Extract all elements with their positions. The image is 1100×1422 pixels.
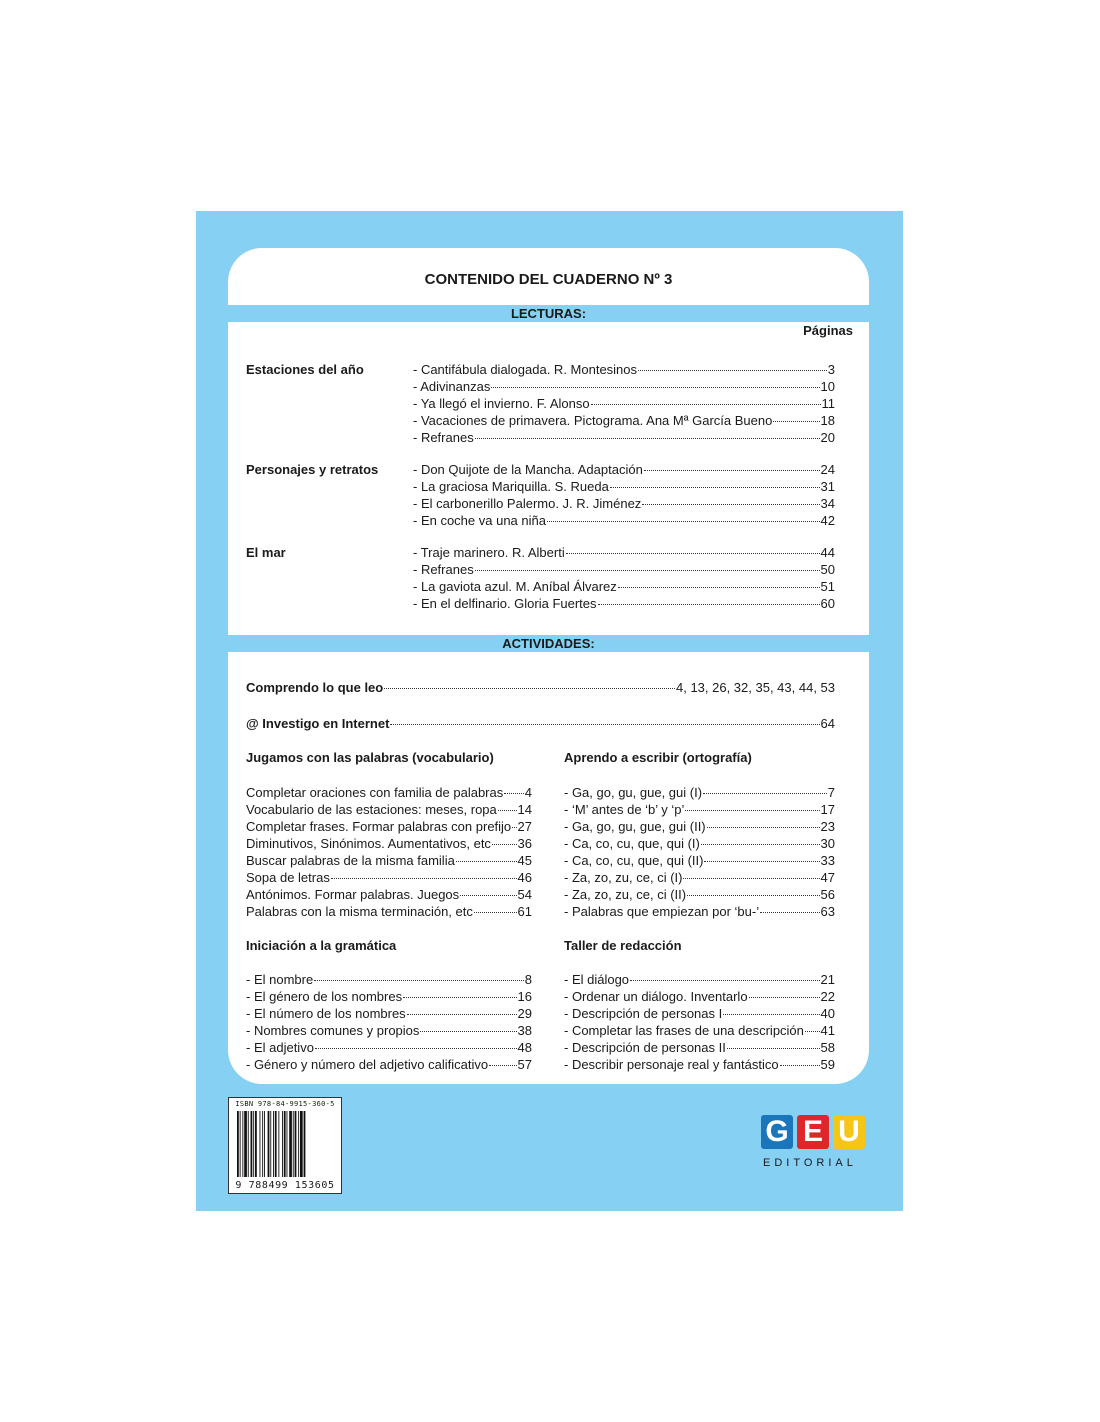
toc-entry-title: Completar oraciones con familia de palabras: [246, 785, 504, 800]
dot-leader: [512, 827, 516, 828]
toc-entry: [564, 886, 835, 903]
cover-back: [196, 211, 903, 1211]
contents-panel: [228, 248, 869, 1084]
toc-entry: [246, 818, 532, 835]
toc-entry-page: 23: [820, 819, 835, 834]
toc-entry-title: - En coche va una niña: [413, 513, 546, 528]
toc-entry-title: - En el delfinario. Gloria Fuertes: [413, 596, 597, 611]
toc-entry: [413, 429, 835, 446]
toc-entry-title: - Ca, co, cu, que, qui (II): [564, 853, 704, 868]
toc-entry-page: 29: [517, 1006, 532, 1021]
geu-editorial-logo: [761, 1115, 871, 1185]
dot-leader: [610, 487, 820, 488]
toc-entry: [564, 818, 835, 835]
lecturas-band: LECTURAS:: [228, 305, 869, 322]
toc-entry-title: Sopa de letras: [246, 870, 330, 885]
dot-leader: [475, 438, 820, 439]
toc-entry-page: 50: [820, 562, 835, 577]
toc-entry-page: 58: [820, 1040, 835, 1055]
toc-entry-page: 59: [820, 1057, 835, 1072]
dot-leader: [474, 912, 517, 913]
toc-entry-page: 21: [820, 972, 835, 987]
toc-entry: [413, 561, 835, 578]
toc-entry-page: 56: [820, 887, 835, 902]
toc-entry-page: 14: [517, 802, 532, 817]
toc-entry-page: 57: [517, 1057, 532, 1072]
dot-leader: [384, 688, 675, 689]
toc-entry: [564, 1022, 835, 1039]
toc-entry-title: Completar frases. Formar palabras con prefijo: [246, 819, 512, 834]
dot-leader: [498, 810, 517, 811]
toc-entry: [246, 1039, 532, 1056]
toc-entry-page: 51: [820, 579, 835, 594]
toc-entry-title: - Za, zo, zu, ce, ci (I): [564, 870, 683, 885]
toc-entry-page: 17: [820, 802, 835, 817]
toc-entry: [564, 835, 835, 852]
toc-entry-title: - Adivinanzas: [413, 379, 491, 394]
toc-entry-title: - Ga, go, gu, gue, gui (II): [564, 819, 706, 834]
toc-entry: [246, 869, 532, 886]
dot-leader: [547, 521, 820, 522]
toc-entry-page: 8: [524, 972, 532, 987]
toc-entry: [246, 886, 532, 903]
toc-entry-title: - Refranes: [413, 430, 474, 445]
toc-entry: [564, 903, 835, 920]
dot-leader: [723, 1014, 819, 1015]
toc-entry: [564, 971, 835, 988]
toc-entry: [246, 715, 835, 732]
toc-entry-page: 30: [820, 836, 835, 851]
toc-entry-page: 7: [827, 785, 835, 800]
dot-leader: [390, 724, 819, 725]
dot-leader: [331, 878, 517, 879]
toc-entry: [413, 378, 835, 395]
dot-leader: [504, 793, 524, 794]
toc-entry-title: - Za, zo, zu, ce, ci (II): [564, 887, 687, 902]
toc-entry: [246, 852, 532, 869]
toc-entry-page: 34: [820, 496, 835, 511]
dot-leader: [407, 1014, 517, 1015]
dot-leader: [683, 878, 819, 879]
toc-entry-title: Comprendo lo que leo: [246, 680, 384, 695]
dot-leader: [420, 1031, 516, 1032]
toc-entry: [413, 544, 835, 561]
dot-leader: [566, 553, 820, 554]
toc-entry: [413, 461, 835, 478]
dot-leader: [456, 861, 517, 862]
toc-entry: [246, 903, 532, 920]
dot-leader: [701, 844, 820, 845]
toc-entry-title: - Descripción de personas II: [564, 1040, 726, 1055]
actividades-band: ACTIVIDADES:: [228, 635, 869, 652]
toc-entry-title: Buscar palabras de la misma familia: [246, 853, 455, 868]
toc-entry: [413, 478, 835, 495]
dot-leader: [644, 470, 820, 471]
dot-leader: [687, 895, 819, 896]
toc-entry-title: - Completar las frases de una descripción: [564, 1023, 804, 1038]
toc-entry-page: 10: [820, 379, 835, 394]
toc-entry-title: - El nombre: [246, 972, 314, 987]
lecturas-group-label: Estaciones del año: [246, 362, 364, 377]
toc-entry-page: 54: [517, 887, 532, 902]
logo-letter-e: E: [797, 1115, 829, 1149]
toc-entry: [564, 852, 835, 869]
dot-leader: [403, 997, 516, 998]
column-heading: Iniciación a la gramática: [246, 938, 397, 953]
toc-entry-page: 24: [820, 462, 835, 477]
toc-entry-page: 40: [820, 1006, 835, 1021]
toc-entry-title: - Ya llegó el invierno. F. Alonso: [413, 396, 590, 411]
dot-leader: [638, 370, 827, 371]
toc-entry-title: - La graciosa Mariquilla. S. Rueda: [413, 479, 609, 494]
toc-entry-title: @ Investigo en Internet: [246, 716, 390, 731]
dot-leader: [314, 980, 524, 981]
toc-entry-page: 31: [820, 479, 835, 494]
lecturas-group-label: El mar: [246, 545, 286, 560]
dot-leader: [642, 504, 819, 505]
toc-entry-page: 46: [517, 870, 532, 885]
toc-entry-page: 48: [517, 1040, 532, 1055]
toc-entry-page: 61: [517, 904, 532, 919]
dot-leader: [489, 1065, 516, 1066]
toc-entry: [246, 835, 532, 852]
dot-leader: [704, 861, 819, 862]
toc-entry-page: 16: [517, 989, 532, 1004]
toc-entry-title: - Traje marinero. R. Alberti: [413, 545, 565, 560]
toc-entry-title: - Ca, co, cu, que, qui (I): [564, 836, 700, 851]
dot-leader: [727, 1048, 820, 1049]
toc-entry-page: 11: [821, 396, 835, 411]
toc-entry-page: 41: [820, 1023, 835, 1038]
toc-entry-page: 64: [820, 716, 835, 731]
dot-leader: [618, 587, 820, 588]
dot-leader: [598, 604, 820, 605]
toc-entry: [413, 595, 835, 612]
toc-entry: [413, 578, 835, 595]
dot-leader: [492, 844, 517, 845]
lecturas-group-label: Personajes y retratos: [246, 462, 379, 477]
toc-entry-title: - Descripción de personas I: [564, 1006, 723, 1021]
toc-entry: [246, 801, 532, 818]
paginas-label: Páginas: [803, 323, 853, 338]
toc-entry-title: - Género y número del adjetivo calificativo: [246, 1057, 489, 1072]
toc-entry: [564, 784, 835, 801]
toc-entry-page: 38: [517, 1023, 532, 1038]
toc-entry-page: 60: [820, 596, 835, 611]
toc-entry: [564, 1056, 835, 1073]
dot-leader: [475, 570, 820, 571]
column-heading: Aprendo a escribir (ortografía): [564, 750, 752, 765]
toc-entry: [246, 1005, 532, 1022]
toc-entry-title: - El número de los nombres: [246, 1006, 406, 1021]
toc-entry-page: 27: [517, 819, 532, 834]
toc-entry: [246, 784, 532, 801]
logo-letter-g: G: [761, 1115, 793, 1149]
toc-entry-page: 4: [524, 785, 532, 800]
toc-entry-page: 18: [820, 413, 835, 428]
toc-entry: [413, 512, 835, 529]
dot-leader: [685, 810, 819, 811]
toc-entry-page: 44: [820, 545, 835, 560]
toc-entry: [564, 801, 835, 818]
toc-entry-page: 45: [517, 853, 532, 868]
column-heading: Taller de redacción: [564, 938, 682, 953]
toc-entry-title: - Palabras que empiezan por ‘bu-’: [564, 904, 760, 919]
toc-entry-title: Antónimos. Formar palabras. Juegos: [246, 887, 460, 902]
toc-entry-page: 42: [820, 513, 835, 528]
toc-entry-title: - El adjetivo: [246, 1040, 314, 1055]
dot-leader: [591, 404, 821, 405]
toc-entry-title: Vocabulario de las estaciones: meses, ropa: [246, 802, 497, 817]
logo-letter-u: U: [833, 1115, 865, 1149]
toc-entry-title: - Describir personaje real y fantástico: [564, 1057, 779, 1072]
dot-leader: [773, 421, 819, 422]
toc-entry-page: 22: [820, 989, 835, 1004]
dot-leader: [315, 1048, 517, 1049]
logo-subtitle: EDITORIAL: [763, 1157, 857, 1169]
toc-entry: [564, 1039, 835, 1056]
toc-entry-title: - Cantifábula dialogada. R. Montesinos: [413, 362, 638, 377]
dot-leader: [460, 895, 516, 896]
toc-entry-title: - La gaviota azul. M. Aníbal Álvarez: [413, 579, 617, 594]
toc-entry: [246, 1022, 532, 1039]
toc-entry-title: Palabras con la misma terminación, etc: [246, 904, 473, 919]
toc-entry: [246, 971, 532, 988]
page-title: CONTENIDO DEL CUADERNO Nº 3: [424, 271, 673, 288]
toc-entry-title: - Refranes: [413, 562, 474, 577]
toc-entry-title: - Vacaciones de primavera. Pictograma. Ana Mª García Bueno: [413, 413, 773, 428]
dot-leader: [491, 387, 819, 388]
toc-entry: [246, 988, 532, 1005]
toc-entry-title: - Nombres comunes y propios: [246, 1023, 420, 1038]
dot-leader: [707, 827, 820, 828]
dot-leader: [805, 1031, 820, 1032]
toc-entry-page: 20: [820, 430, 835, 445]
toc-entry: [564, 988, 835, 1005]
toc-entry: [246, 679, 835, 696]
toc-entry-title: Diminutivos, Sinónimos. Aumentativos, etc: [246, 836, 491, 851]
toc-entry: [413, 495, 835, 512]
toc-entry: [246, 1056, 532, 1073]
dot-leader: [780, 1065, 820, 1066]
dot-leader: [749, 997, 820, 998]
toc-entry: [413, 361, 835, 378]
toc-entry-page: 63: [820, 904, 835, 919]
barcode: [228, 1097, 342, 1194]
toc-entry-page: 3: [827, 362, 835, 377]
toc-entry: [564, 1005, 835, 1022]
toc-entry-title: - ‘M’ antes de ‘b’ y ‘p’: [564, 802, 685, 817]
toc-entry-title: - El carbonerillo Palermo. J. R. Jiménez: [413, 496, 642, 511]
toc-entry: [564, 869, 835, 886]
dot-leader: [760, 912, 819, 913]
isbn-text: ISBN 978-84-9915-360-5: [235, 1100, 335, 1108]
toc-entry-page: 47: [820, 870, 835, 885]
toc-entry-page: 4, 13, 26, 32, 35, 43, 44, 53: [675, 680, 835, 695]
barcode-bars: [235, 1111, 335, 1177]
column-heading: Jugamos con las palabras (vocabulario): [246, 750, 494, 765]
toc-entry-title: - Don Quijote de la Mancha. Adaptación: [413, 462, 643, 477]
toc-entry-title: - El diálogo: [564, 972, 630, 987]
barcode-number: 9 788499 153605: [235, 1180, 335, 1191]
toc-entry-title: - Ga, go, gu, gue, gui (I): [564, 785, 703, 800]
toc-entry-page: 33: [820, 853, 835, 868]
toc-entry-title: - Ordenar un diálogo. Inventarlo: [564, 989, 748, 1004]
toc-entry-page: 36: [517, 836, 532, 851]
dot-leader: [703, 793, 827, 794]
toc-entry: [413, 395, 835, 412]
toc-entry-title: - El género de los nombres: [246, 989, 403, 1004]
dot-leader: [630, 980, 819, 981]
toc-entry: [413, 412, 835, 429]
